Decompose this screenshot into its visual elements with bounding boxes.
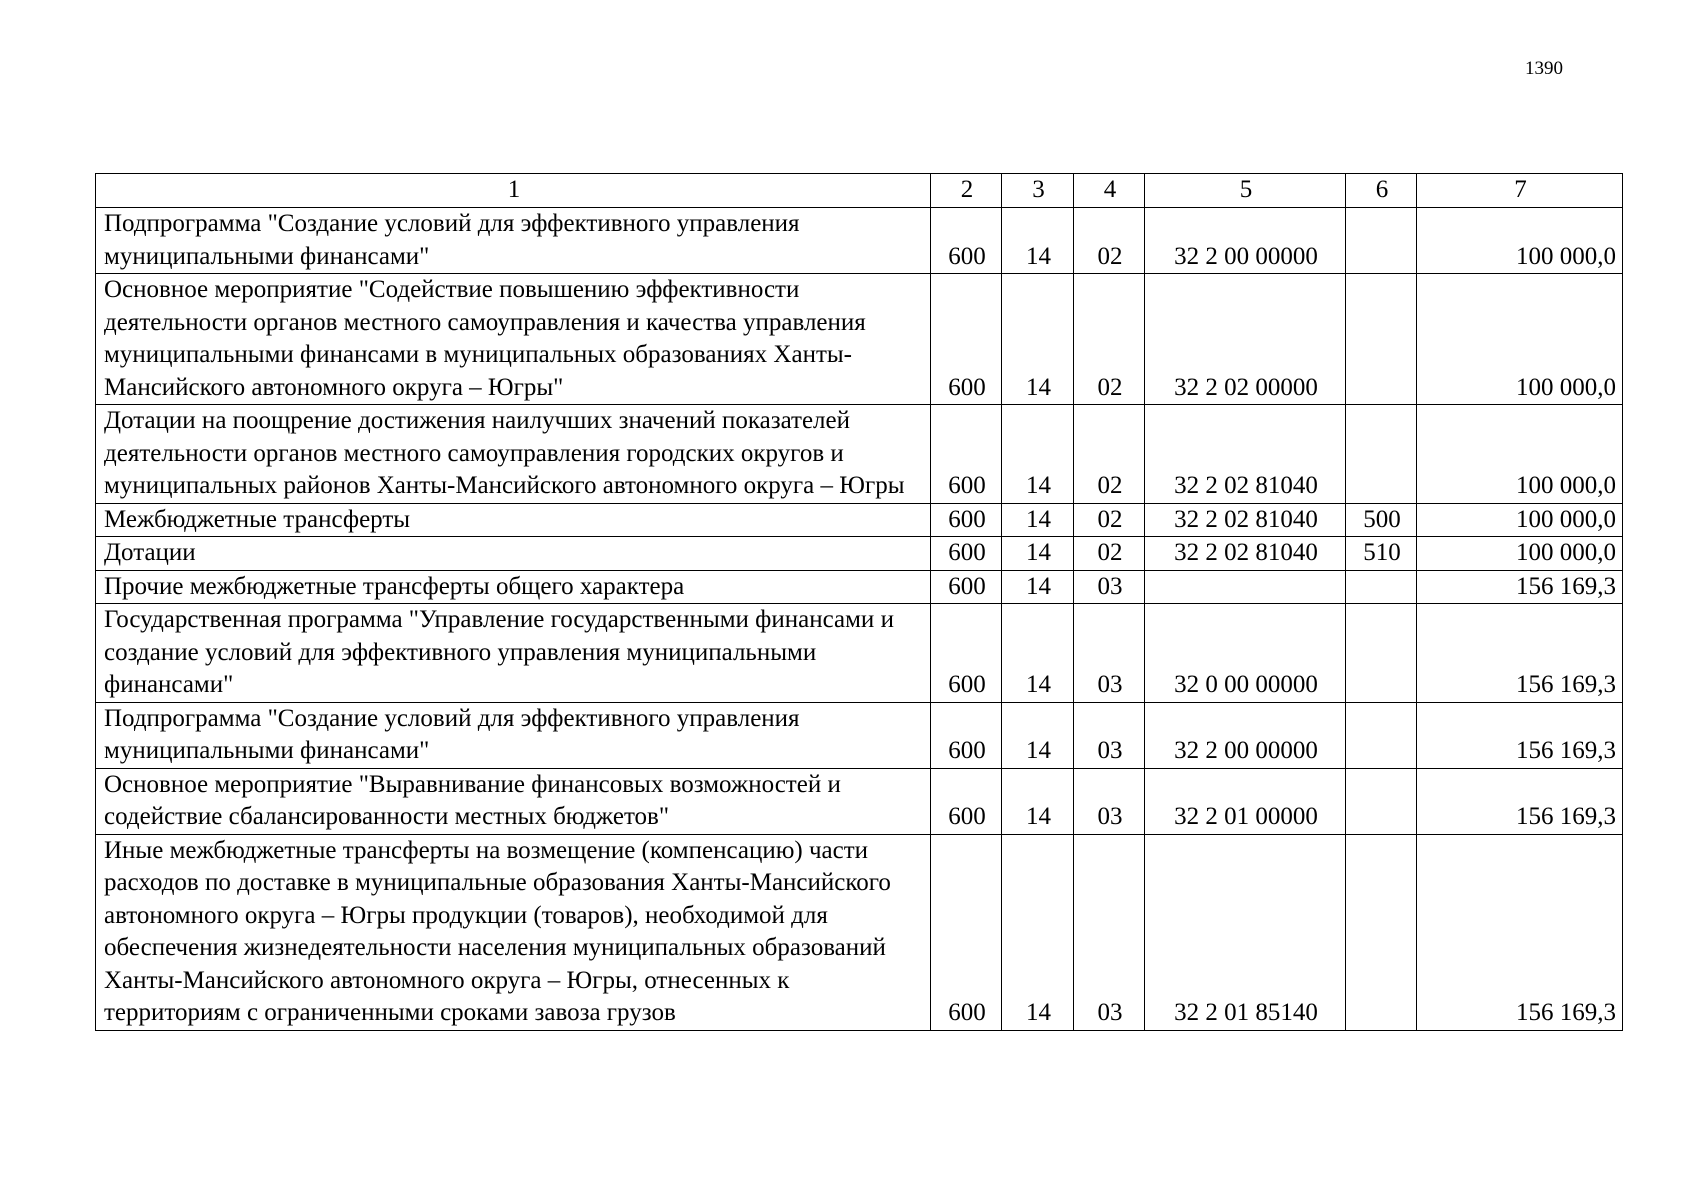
row-target-code: 32 2 01 85140 xyxy=(1145,834,1346,1030)
row-expense-type: 510 xyxy=(1346,537,1417,571)
row-subsection: 03 xyxy=(1074,604,1145,703)
table-row xyxy=(96,503,1623,537)
row-section: 14 xyxy=(1002,604,1074,703)
row-amount: 156 169,3 xyxy=(1417,702,1623,768)
row-admin-code: 600 xyxy=(931,702,1002,768)
row-amount: 156 169,3 xyxy=(1417,604,1623,703)
page-number: 1390 xyxy=(1525,58,1563,79)
row-section: 14 xyxy=(1002,768,1074,834)
row-subsection: 03 xyxy=(1074,834,1145,1030)
row-amount: 100 000,0 xyxy=(1417,503,1623,537)
row-target-code: 32 2 02 81040 xyxy=(1145,537,1346,571)
row-amount: 156 169,3 xyxy=(1417,570,1623,604)
column-header-1: 1 xyxy=(96,174,931,208)
row-amount: 156 169,3 xyxy=(1417,768,1623,834)
row-amount: 156 169,3 xyxy=(1417,834,1623,1030)
row-section: 14 xyxy=(1002,570,1074,604)
column-header-4: 4 xyxy=(1074,174,1145,208)
row-target-code xyxy=(1145,570,1346,604)
row-admin-code: 600 xyxy=(931,570,1002,604)
row-admin-code: 600 xyxy=(931,274,1002,405)
row-name: Дотации на поощрение достижения наилучших значений показателей деятельности органов местного самоуправления городских округов и муниципальных районов Ханты-Мансийского автономного округа – Югры xyxy=(96,405,931,504)
column-header-5: 5 xyxy=(1145,174,1346,208)
row-name: Подпрограмма "Создание условий для эффективного управления муниципальными финансами" xyxy=(96,702,931,768)
row-subsection: 02 xyxy=(1074,503,1145,537)
row-target-code: 32 2 00 00000 xyxy=(1145,208,1346,274)
table-row xyxy=(96,702,1623,768)
row-admin-code: 600 xyxy=(931,537,1002,571)
row-name: Государственная программа "Управление государственными финансами и создание условий для эффективного управления муниципальными финансами" xyxy=(96,604,931,703)
row-section: 14 xyxy=(1002,537,1074,571)
row-subsection: 03 xyxy=(1074,768,1145,834)
row-amount: 100 000,0 xyxy=(1417,537,1623,571)
row-section: 14 xyxy=(1002,503,1074,537)
row-admin-code: 600 xyxy=(931,768,1002,834)
row-target-code: 32 2 02 00000 xyxy=(1145,274,1346,405)
row-admin-code: 600 xyxy=(931,604,1002,703)
budget-table xyxy=(95,173,1623,1031)
row-subsection: 02 xyxy=(1074,537,1145,571)
row-subsection: 03 xyxy=(1074,570,1145,604)
row-section: 14 xyxy=(1002,702,1074,768)
table-row xyxy=(96,208,1623,274)
row-expense-type: 500 xyxy=(1346,503,1417,537)
row-subsection: 03 xyxy=(1074,702,1145,768)
table-row xyxy=(96,768,1623,834)
table-row xyxy=(96,537,1623,571)
row-section: 14 xyxy=(1002,405,1074,504)
column-header-3: 3 xyxy=(1002,174,1074,208)
row-admin-code: 600 xyxy=(931,405,1002,504)
row-expense-type xyxy=(1346,702,1417,768)
row-name: Иные межбюджетные трансферты на возмещение (компенсацию) части расходов по доставке в муниципальные образования Ханты-Мансийского автономного округа – Югры продукции (товаров), необходимой для обеспечения жизнедеятельности населения муниципальных образований Ханты-Мансийского автономного округа – Югры, отнесенных к территориям с ограниченными сроками завоза грузов xyxy=(96,834,931,1030)
table-header-row xyxy=(96,174,1623,208)
row-expense-type xyxy=(1346,834,1417,1030)
table-row xyxy=(96,570,1623,604)
row-section: 14 xyxy=(1002,274,1074,405)
row-target-code: 32 2 00 00000 xyxy=(1145,702,1346,768)
row-target-code: 32 0 00 00000 xyxy=(1145,604,1346,703)
row-name: Межбюджетные трансферты xyxy=(96,503,931,537)
row-section: 14 xyxy=(1002,208,1074,274)
row-name: Дотации xyxy=(96,537,931,571)
row-name: Прочие межбюджетные трансферты общего характера xyxy=(96,570,931,604)
row-subsection: 02 xyxy=(1074,274,1145,405)
row-name: Подпрограмма "Создание условий для эффективного управления муниципальными финансами" xyxy=(96,208,931,274)
row-amount: 100 000,0 xyxy=(1417,274,1623,405)
row-expense-type xyxy=(1346,604,1417,703)
row-name: Основное мероприятие "Выравнивание финансовых возможностей и содействие сбалансированности местных бюджетов" xyxy=(96,768,931,834)
row-admin-code: 600 xyxy=(931,208,1002,274)
row-subsection: 02 xyxy=(1074,208,1145,274)
row-expense-type xyxy=(1346,768,1417,834)
row-amount: 100 000,0 xyxy=(1417,208,1623,274)
row-admin-code: 600 xyxy=(931,834,1002,1030)
row-target-code: 32 2 02 81040 xyxy=(1145,405,1346,504)
row-subsection: 02 xyxy=(1074,405,1145,504)
column-header-7: 7 xyxy=(1417,174,1623,208)
row-expense-type xyxy=(1346,570,1417,604)
row-target-code: 32 2 01 00000 xyxy=(1145,768,1346,834)
table-row xyxy=(96,604,1623,703)
table-row xyxy=(96,834,1623,1030)
row-admin-code: 600 xyxy=(931,503,1002,537)
row-target-code: 32 2 02 81040 xyxy=(1145,503,1346,537)
column-header-2: 2 xyxy=(931,174,1002,208)
row-expense-type xyxy=(1346,405,1417,504)
row-section: 14 xyxy=(1002,834,1074,1030)
row-expense-type xyxy=(1346,208,1417,274)
row-name: Основное мероприятие "Содействие повышению эффективности деятельности органов местного самоуправления и качества управления муниципальными финансами в муниципальных образованиях Ханты-Мансийского автономного округа – Югры" xyxy=(96,274,931,405)
table-row xyxy=(96,405,1623,504)
table-row xyxy=(96,274,1623,405)
column-header-6: 6 xyxy=(1346,174,1417,208)
row-amount: 100 000,0 xyxy=(1417,405,1623,504)
row-expense-type xyxy=(1346,274,1417,405)
